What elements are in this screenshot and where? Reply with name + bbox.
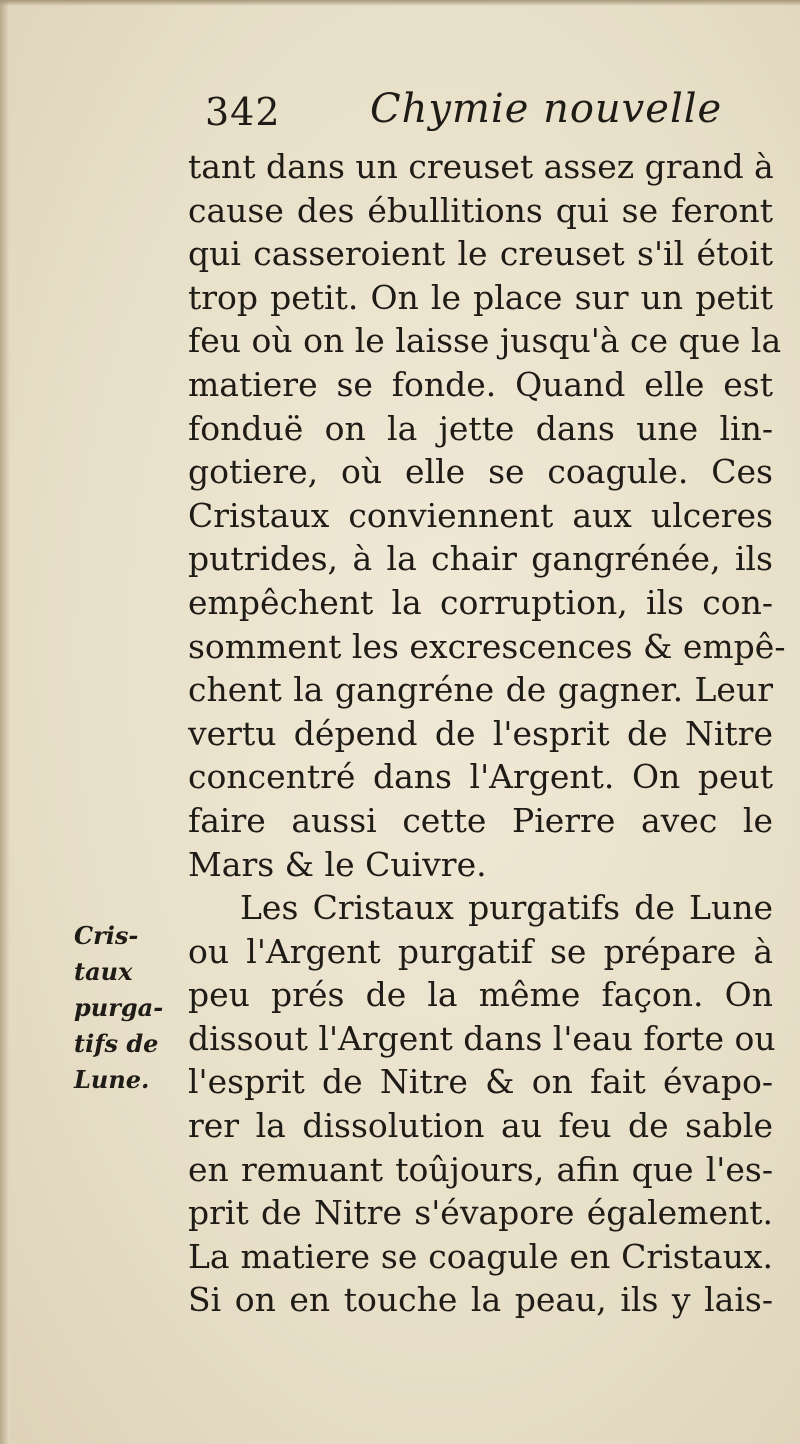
text-line: faire aussi cette Pierre avec le [188,800,773,840]
text-line: en remuant toûjours, afin que l'es- [188,1149,773,1189]
text-line: l'esprit de Nitre & on fait évapo- [188,1062,773,1102]
text-line: gotiere, où elle se coagule. Ces [188,452,773,492]
text-line: La matiere se coagule en Cristaux. [188,1236,773,1276]
running-head [205,86,765,142]
page-number: 342 [205,90,281,134]
text-line: cause des ébullitions qui se feront [188,190,773,230]
text-line: somment les excrescences & empê- [188,626,786,666]
text-line: Si on en touche la peau, ils y lais- [188,1280,773,1320]
text-line: Les Cristaux purgatifs de Lune [240,888,773,928]
margin-note-line: Lune. [74,1065,150,1094]
text-line: putrides, à la chair gangrénée, ils [188,539,773,579]
margin-note-line: purga- [74,993,164,1022]
body-text [188,145,786,1322]
text-line: dissout l'Argent dans l'eau forte ou [188,1018,776,1058]
text-line: feu où on le laisse jusqu'à ce que la [188,321,782,361]
text-line: fonduë on la jette dans une lin- [188,408,773,448]
text-line: trop petit. On le place sur un petit [188,277,773,317]
text-line: prit de Nitre s'évapore également. [188,1193,773,1233]
page-top-edge [0,0,800,6]
text-line: chent la gangréne de gagner. Leur [188,670,773,710]
running-title: Chymie nouvelle [370,86,723,132]
text-line: qui casseroient le creuset s'il étoit [188,234,773,274]
text-line: peu prés de la même façon. On [188,975,773,1015]
text-line: concentré dans l'Argent. On peut [188,757,773,797]
margin-note-line: tifs de [74,1029,159,1058]
text-line: ou l'Argent purgatif se prépare à [188,931,773,971]
margin-note [74,918,184,1098]
text-line: empêchent la corruption, ils con- [188,582,773,622]
text-line: vertu dépend de l'esprit de Nitre [188,713,773,753]
text-line: Cristaux conviennent aux ulceres [188,495,773,535]
text-line: matiere se fonde. Quand elle est [188,364,773,404]
text-line: rer la dissolution au feu de sable [188,1106,773,1146]
text-line: tant dans un creuset assez grand à [188,147,774,186]
margin-note-line: Cris- [74,921,139,950]
text-line: Mars & le Cuivre. [188,844,487,884]
page-gutter-edge [0,0,10,1444]
margin-note-line: taux [74,957,133,986]
